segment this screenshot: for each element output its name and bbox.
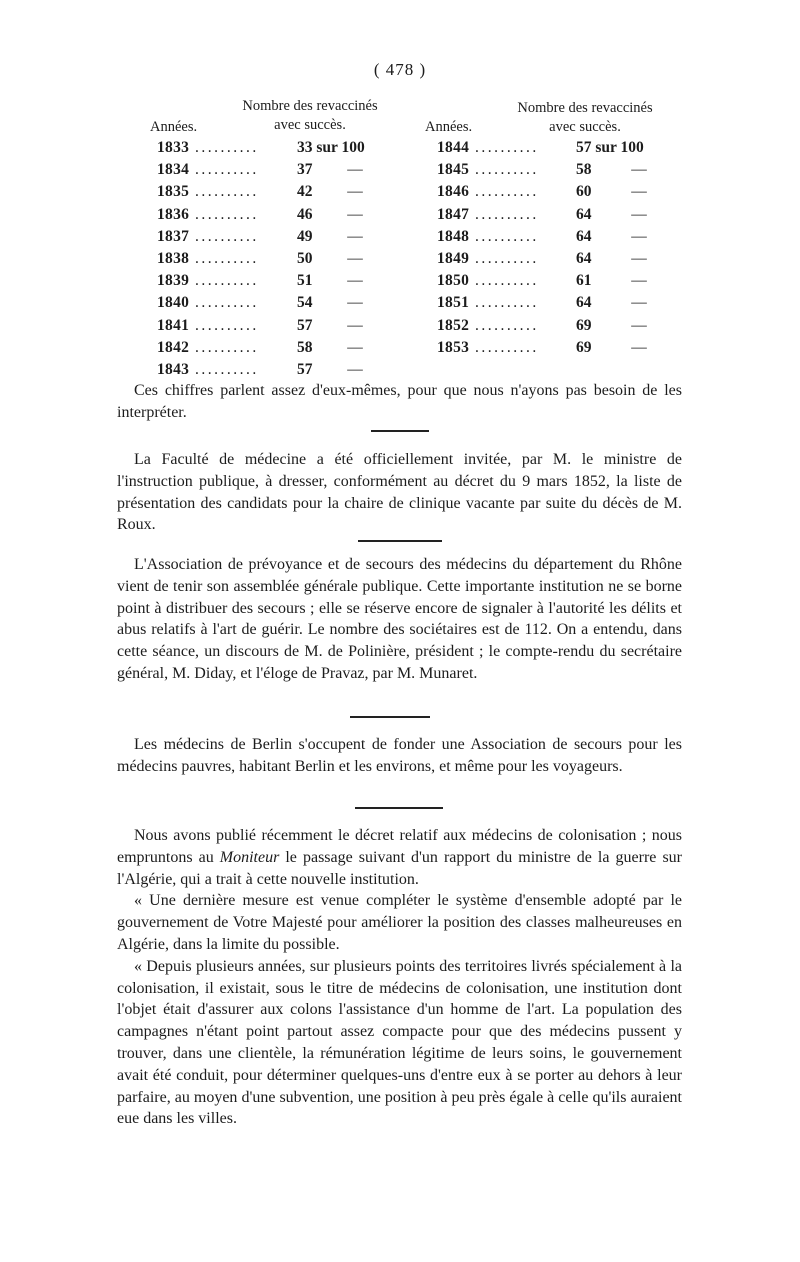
value-cell: 69: [576, 338, 592, 356]
table-row: [0, 204, 800, 226]
value-cell: 61: [576, 272, 592, 290]
table-row: [0, 292, 800, 314]
ditto-mark: —: [347, 161, 363, 179]
year-cell: 1851: [437, 294, 470, 312]
ditto-mark: —: [347, 338, 363, 356]
table-row: [0, 337, 800, 359]
conclusion-text: Ces chiffres parlent assez d'eux-mêmes, pour que nous n'ayons pas besoin de les interpréter.: [117, 382, 682, 421]
journal-title: Moniteur: [219, 848, 280, 866]
dot-leader: ..........: [475, 294, 539, 312]
value-cell: 64: [576, 294, 592, 312]
value-cell: 51: [297, 272, 313, 290]
ditto-mark: —: [631, 227, 647, 245]
ditto-mark: —: [631, 272, 647, 290]
dot-leader: ..........: [475, 205, 539, 223]
table-row: [0, 159, 800, 181]
table-row: [0, 137, 800, 159]
value-cell: 64: [576, 227, 592, 245]
dot-leader: ..........: [195, 250, 259, 267]
ditto-mark: —: [631, 338, 647, 356]
year-cell: 1848: [437, 227, 470, 245]
year-cell: 1852: [437, 316, 470, 334]
year-cell: 1842: [157, 338, 190, 356]
berlin-text: Les médecins de Berlin s'occupent de fonder une Association de secours pour les médecins pauvres, habitant Berlin et les environs, et même pour les voyageurs.: [117, 736, 682, 775]
year-cell: 1834: [157, 161, 190, 179]
value-cell: 37: [297, 161, 313, 179]
dot-leader: ..........: [195, 338, 259, 356]
value-cell: 42: [297, 183, 313, 201]
value-cell: 49: [297, 227, 313, 245]
colonisation-paragraph: [117, 825, 682, 1130]
table-row: [0, 270, 800, 292]
value-cell: 57: [297, 361, 313, 378]
dot-leader: ..........: [475, 183, 539, 201]
dot-leader: ..........: [195, 183, 259, 201]
table-row: [0, 359, 800, 381]
left-header-count: Nombre des revaccinés: [242, 98, 378, 114]
section-divider: [371, 430, 429, 432]
dot-leader: ..........: [475, 139, 539, 156]
left-header-success: avec succès.: [274, 117, 346, 133]
dot-leader: ..........: [195, 294, 259, 312]
year-cell: 1836: [157, 205, 190, 223]
dot-leader: ..........: [475, 316, 539, 334]
ditto-mark: —: [631, 294, 647, 312]
quote-paragraph-2: « Depuis plusieurs années, sur plusieurs points des territoires livrés spécialement à la colonisation, il existait, sous le titre de médecins de colonisation, une institution dont l'objet était d'assurer aux colons l'assistance d'un homme de l'art. La population des campagnes n'étant point partout assez compacte pour que des médecins pussent y trouver, dans une clientèle, la rémunération légitime de leurs soins, le gouvernement avait été conduit, pour déterminer quelques-uns d'entre eux à se porter au dehors à leur parfaire, au moyen d'une subvention, une position à peu près égale à celle qu'ils auraient eue dans les villes.: [117, 957, 682, 1128]
dot-leader: ..........: [195, 161, 259, 179]
page-number: ( 478 ): [373, 60, 427, 79]
dot-leader: ..........: [475, 338, 539, 356]
value-cell: 33 sur 100: [297, 139, 365, 156]
year-cell: 1843: [157, 361, 190, 378]
year-cell: 1846: [437, 183, 470, 201]
ditto-mark: —: [347, 227, 363, 245]
left-header-years: Années.: [150, 119, 198, 135]
faculte-paragraph: [117, 449, 682, 536]
ditto-mark: —: [631, 161, 647, 179]
year-cell: 1835: [157, 183, 190, 201]
dot-leader: ..........: [475, 227, 539, 245]
association-paragraph: [117, 554, 682, 685]
dot-leader: ..........: [195, 272, 259, 290]
table-row: [0, 248, 800, 270]
year-cell: 1847: [437, 205, 470, 223]
dot-leader: ..........: [475, 161, 539, 179]
quote-paragraph-1: « Une dernière mesure est venue compléter le système d'ensemble adopté par le gouvernement de Votre Majesté pour améliorer la position des classes malheureuses en Algérie, dans la limite du possible.: [117, 892, 682, 953]
year-cell: 1833: [157, 139, 190, 156]
ditto-mark: —: [347, 361, 363, 378]
value-cell: 69: [576, 316, 592, 334]
colonisation-text-end: le passage suivant d'un rapport du ministre de la guerre sur l'Algérie, qui a trait à cette nouvelle institution.: [117, 848, 683, 888]
ditto-mark: —: [347, 250, 363, 267]
ditto-mark: —: [631, 250, 647, 267]
association-text: L'Association de prévoyance et de secours des médecins du département du Rhône vient de tenir son assemblée générale publique. Cette importante institution ne se borne point à distribuer des secours ; elle se réserve encore de signaler à l'autorité les délits et abus relatifs à l'art de guérir. Le nombre des sociétaires est de 112. On a entendu, dans cette séance, un discours de M. de Polinière, président ; le compte-rendu du secrétaire général, M. Diday, et l'éloge de Pravaz, par M. Munaret.: [117, 556, 682, 682]
year-cell: 1841: [157, 316, 190, 334]
year-cell: 1845: [437, 161, 470, 179]
value-cell: 50: [297, 250, 313, 267]
year-cell: 1837: [157, 227, 190, 245]
section-divider: [350, 716, 430, 718]
section-divider: [358, 540, 442, 542]
table-row: [0, 315, 800, 337]
ditto-mark: —: [347, 205, 363, 223]
value-cell: 57 sur 100: [576, 139, 644, 156]
year-cell: 1840: [157, 294, 190, 312]
value-cell: 58: [576, 161, 592, 179]
berlin-paragraph: [117, 734, 682, 778]
dot-leader: ..........: [475, 250, 539, 267]
ditto-mark: —: [347, 183, 363, 201]
year-cell: 1853: [437, 338, 470, 356]
year-cell: 1850: [437, 272, 470, 290]
value-cell: 64: [576, 205, 592, 223]
dot-leader: ..........: [475, 272, 539, 290]
right-header-years: Années.: [425, 119, 473, 135]
value-cell: 58: [297, 338, 313, 356]
value-cell: 57: [297, 316, 313, 334]
colonisation-text: [117, 825, 682, 890]
ditto-mark: —: [631, 316, 647, 334]
value-cell: 46: [297, 205, 313, 223]
value-cell: 60: [576, 183, 592, 201]
table-row: [0, 226, 800, 248]
ditto-mark: —: [631, 183, 647, 201]
section-divider: [355, 807, 443, 809]
year-cell: 1849: [437, 250, 470, 267]
faculte-text: La Faculté de médecine a été officiellement invitée, par M. le ministre de l'instruction publique, à dresser, conformément au décret du 9 mars 1852, la liste de présentation des candidats pour la chaire de clinique vacante par suite du décès de M. Roux.: [117, 451, 682, 534]
dot-leader: ..........: [195, 361, 259, 378]
ditto-mark: —: [347, 316, 363, 334]
right-header-count: Nombre des revaccinés: [517, 100, 653, 116]
colonisation-text-start: Nous avons publié récemment le décret relatif aux médecins de colonisation ; nous empruntons au: [117, 827, 682, 866]
year-cell: 1838: [157, 250, 190, 267]
value-cell: 54: [297, 294, 313, 312]
dot-leader: ..........: [195, 205, 259, 223]
dot-leader: ..........: [195, 139, 259, 156]
table-row: [0, 181, 800, 203]
value-cell: 64: [576, 250, 592, 267]
right-header-success: avec succès.: [549, 119, 621, 135]
conclusion-paragraph: [117, 380, 682, 424]
ditto-mark: —: [631, 205, 647, 223]
ditto-mark: —: [347, 294, 363, 312]
dot-leader: ..........: [195, 316, 259, 334]
ditto-mark: —: [347, 272, 363, 290]
year-cell: 1844: [437, 139, 470, 156]
dot-leader: ..........: [195, 227, 259, 245]
year-cell: 1839: [157, 272, 190, 290]
